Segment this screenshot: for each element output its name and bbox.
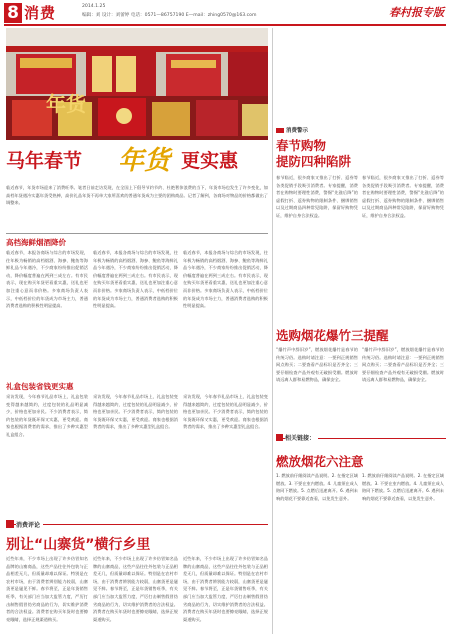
main-headline	[6, 140, 268, 182]
section-title: 消费	[24, 4, 57, 22]
editor-line: 编辑：刘 设计：刘蕾婷 电话：0571—86757190 E—mail：zhing0570@163.com	[82, 13, 257, 18]
intro-paragraph: 临近春节，年货市场迎来了消费旺季。笔者日前走访发现，在全国上下倡导节约节约、杜绝奢侈浪费的当下，年货市场也发生了许多变化，如高档年货遇冷实惠年货受热捧，高价礼品年货不再单大家所喜欢的普通年货成为主要的团购商品。记者了解到，各商场对物品的价格都做出了调整来。	[6, 185, 268, 206]
link-tag: 相关链接：	[285, 433, 318, 442]
commentary-text-col1: 近些年来，不少市场上出现了许多仿冒知名品牌的山寨商品，这些产品往往外包装与正品相差无几，但质量却难以保证。特别是在农村市场，由于消费者辨别能力较弱，山寨货更是屡见不鲜。春节将至，正是年货销售旺季，有关部门应当加大监管力度，严厉打击制售假冒伪劣商品的行为，切实维护消费者的合法权益。消费者在购买年货时也要擦亮眼睛，选择正规渠道购买。	[6, 556, 88, 622]
giftbox-text-col3: 采访发现，今年春节礼品市场上，礼盒包装变得越来越简约，过度包装的礼品明显减少，价格也更加亲民。不少消费者表示，简约包装的年货既环保又实惠，更受欢迎。商家也根据消费者的需求，推出了多种实惠型礼盒组合。	[183, 394, 268, 430]
page-number: 8	[4, 3, 22, 23]
warning-tag: 消费警示	[276, 126, 308, 134]
story1-text-col2: 春节临近，很多商家又推出了打折、返券等各类促销手段吸引消费者。专家提醒，消费者在购物时要理性消费，警惕“先涨后降”的虚假打折、返券购物的限制条件、捆绑销售以及过期商品四种常见陷阱，保留好购物凭证，维护自身合法权益。	[362, 175, 444, 218]
photo-sign-text: 年货	[46, 92, 86, 116]
commentary-marker	[6, 520, 14, 528]
headline-part2: 更实惠	[181, 150, 239, 172]
commentary-tag: 消费评论	[16, 520, 43, 529]
story2-headline: 选购烟花爆竹三提醒	[276, 328, 389, 343]
paper-name: 春村报专版	[389, 6, 444, 19]
giftbox-text-col2: 采访发现，今年春节礼品市场上，礼盒包装变得越来越简约，过度包装的礼品明显减少，价格也更加亲民。不少消费者表示，简约包装的年货既环保又实惠，更受欢迎。商家也根据消费者的需求，推出了多种实惠型礼盒组合。	[93, 394, 178, 430]
story1-headline-line2: 提防四种陷阱	[276, 154, 352, 169]
headline-part1: 马年春节	[6, 150, 83, 172]
header-rule	[4, 24, 446, 26]
date-line: 2014.1.25	[82, 4, 106, 9]
story3-text-col2: 1. 燃放前仔细阅读产品说明。2. 在指定区域燃放。3. 不要在室内燃放。4. 儿童须在成人陪同下燃放。5. 点燃后迅速离开。6. 遇到未响的烟花不要靠近查看，以免发生意外。	[362, 473, 444, 501]
subhead-seafood: 高档海鲜烟酒降价	[6, 238, 66, 247]
commentary-text-col3: 近些年来，不少市场上出现了许多仿冒知名品牌的山寨商品，这些产品往往外包装与正品相差无几，但质量却难以保证。特别是在农村市场，由于消费者辨别能力较弱，山寨货更是屡见不鲜。春节将至，正是年货销售旺季，有关部门应当加大监管力度，严厉打击制售假冒伪劣商品的行为，切实维护消费者的合法权益。消费者在购买年货时也要擦亮眼睛，选择正规渠道购买。	[183, 556, 268, 622]
commentary-rule	[6, 524, 268, 525]
giftbox-text-col1: 采访发现，今年春节礼品市场上，礼盒包装变得越来越简约，过度包装的礼品明显减少，价格也更加亲民。不少消费者表示，简约包装的年货既环保又实惠，更受欢迎。商家也根据消费者的需求，推出了多种实惠型礼盒组合。	[6, 394, 88, 437]
seafood-text-col2: 临近春节，本报各商场与综合的市场发现，往年极为畅销的高档烟酒、海参、鲍鱼等海鲜礼品今年遇冷，不少商家纷纷推出促销活动，降价幅度普遍在两到三成左右。有市民表示，现在购买年货更看重实惠，送礼也更加注重心意而非价格。多家商场负责人表示，中低档价位的年货成为市场主力，普通消费者选购的积极性明显提高。	[93, 250, 178, 309]
story2-text-col1: “爆竹声中辞旧岁”，燃放烟花爆竹是春节的传统习俗。选购时请注意：一要到正规销售网点购买；二要查看产品标识是否齐全；三要仔细检查产品外观有无破损受潮。燃放时请远离人群和易燃物品，确保安全。	[276, 347, 358, 383]
story1-headline-line1: 春节购物	[276, 138, 327, 153]
market-photo	[6, 28, 268, 140]
story3-headline: 燃放烟花六注意	[276, 454, 364, 469]
link-marker	[276, 434, 283, 441]
story2-text-col2: “爆竹声中辞旧岁”，燃放烟花爆竹是春节的传统习俗。选购时请注意：一要到正规销售网点购买；二要查看产品标识是否齐全；三要仔细检查产品外观有无破损受潮。燃放时请远离人群和易燃物品，确保安全。	[362, 347, 444, 383]
column-divider	[272, 28, 273, 634]
headline-highlight: 年货	[118, 146, 171, 176]
seafood-text-col1: 临近春节，本报各商场与综合的市场发现，往年极为畅销的高档烟酒、海参、鲍鱼等海鲜礼品今年遇冷，不少商家纷纷推出促销活动，降价幅度普遍在两到三成左右。有市民表示，现在购买年货更看重实惠，送礼也更加注重心意而非价格。多家商场负责人表示，中低档价位的年货成为市场主力，普通消费者选购的积极性明显提高。	[6, 250, 88, 309]
story1-text-col1: 春节临近，很多商家又推出了打折、返券等各类促销手段吸引消费者。专家提醒，消费者在购物时要理性消费，警惕“先涨后降”的虚假打折、返券购物的限制条件、捆绑销售以及过期商品四种常见陷阱，保留好购物凭证，维护自身合法权益。	[276, 175, 358, 218]
seafood-text-col3: 临近春节，本报各商场与综合的市场发现，往年极为畅销的高档烟酒、海参、鲍鱼等海鲜礼品今年遇冷，不少商家纷纷推出促销活动，降价幅度普遍在两到三成左右。有市民表示，现在购买年货更看重实惠，送礼也更加注重心意而非价格。多家商场负责人表示，中低档价位的年货成为市场主力，普通消费者选购的积极性明显提高。	[183, 250, 268, 309]
commentary-headline: 别让“山寨货”横行乡里	[6, 537, 151, 553]
commentary-text-col2: 近些年来，不少市场上出现了许多仿冒知名品牌的山寨商品，这些产品往往外包装与正品相差无几，但质量却难以保证。特别是在农村市场，由于消费者辨别能力较弱，山寨货更是屡见不鲜。春节将至，正是年货销售旺季，有关部门应当加大监管力度，严厉打击制售假冒伪劣商品的行为，切实维护消费者的合法权益。消费者在购买年货时也要擦亮眼睛，选择正规渠道购买。	[93, 556, 178, 622]
subhead-giftbox: 礼盒包装省钱更实惠	[6, 382, 74, 391]
divider	[6, 233, 268, 234]
story3-text-col1: 1. 燃放前仔细阅读产品说明。2. 在指定区域燃放。3. 不要在室内燃放。4. 儿童须在成人陪同下燃放。5. 点燃后迅速离开。6. 遇到未响的烟花不要靠近查看，以免发生意外。	[276, 473, 358, 501]
